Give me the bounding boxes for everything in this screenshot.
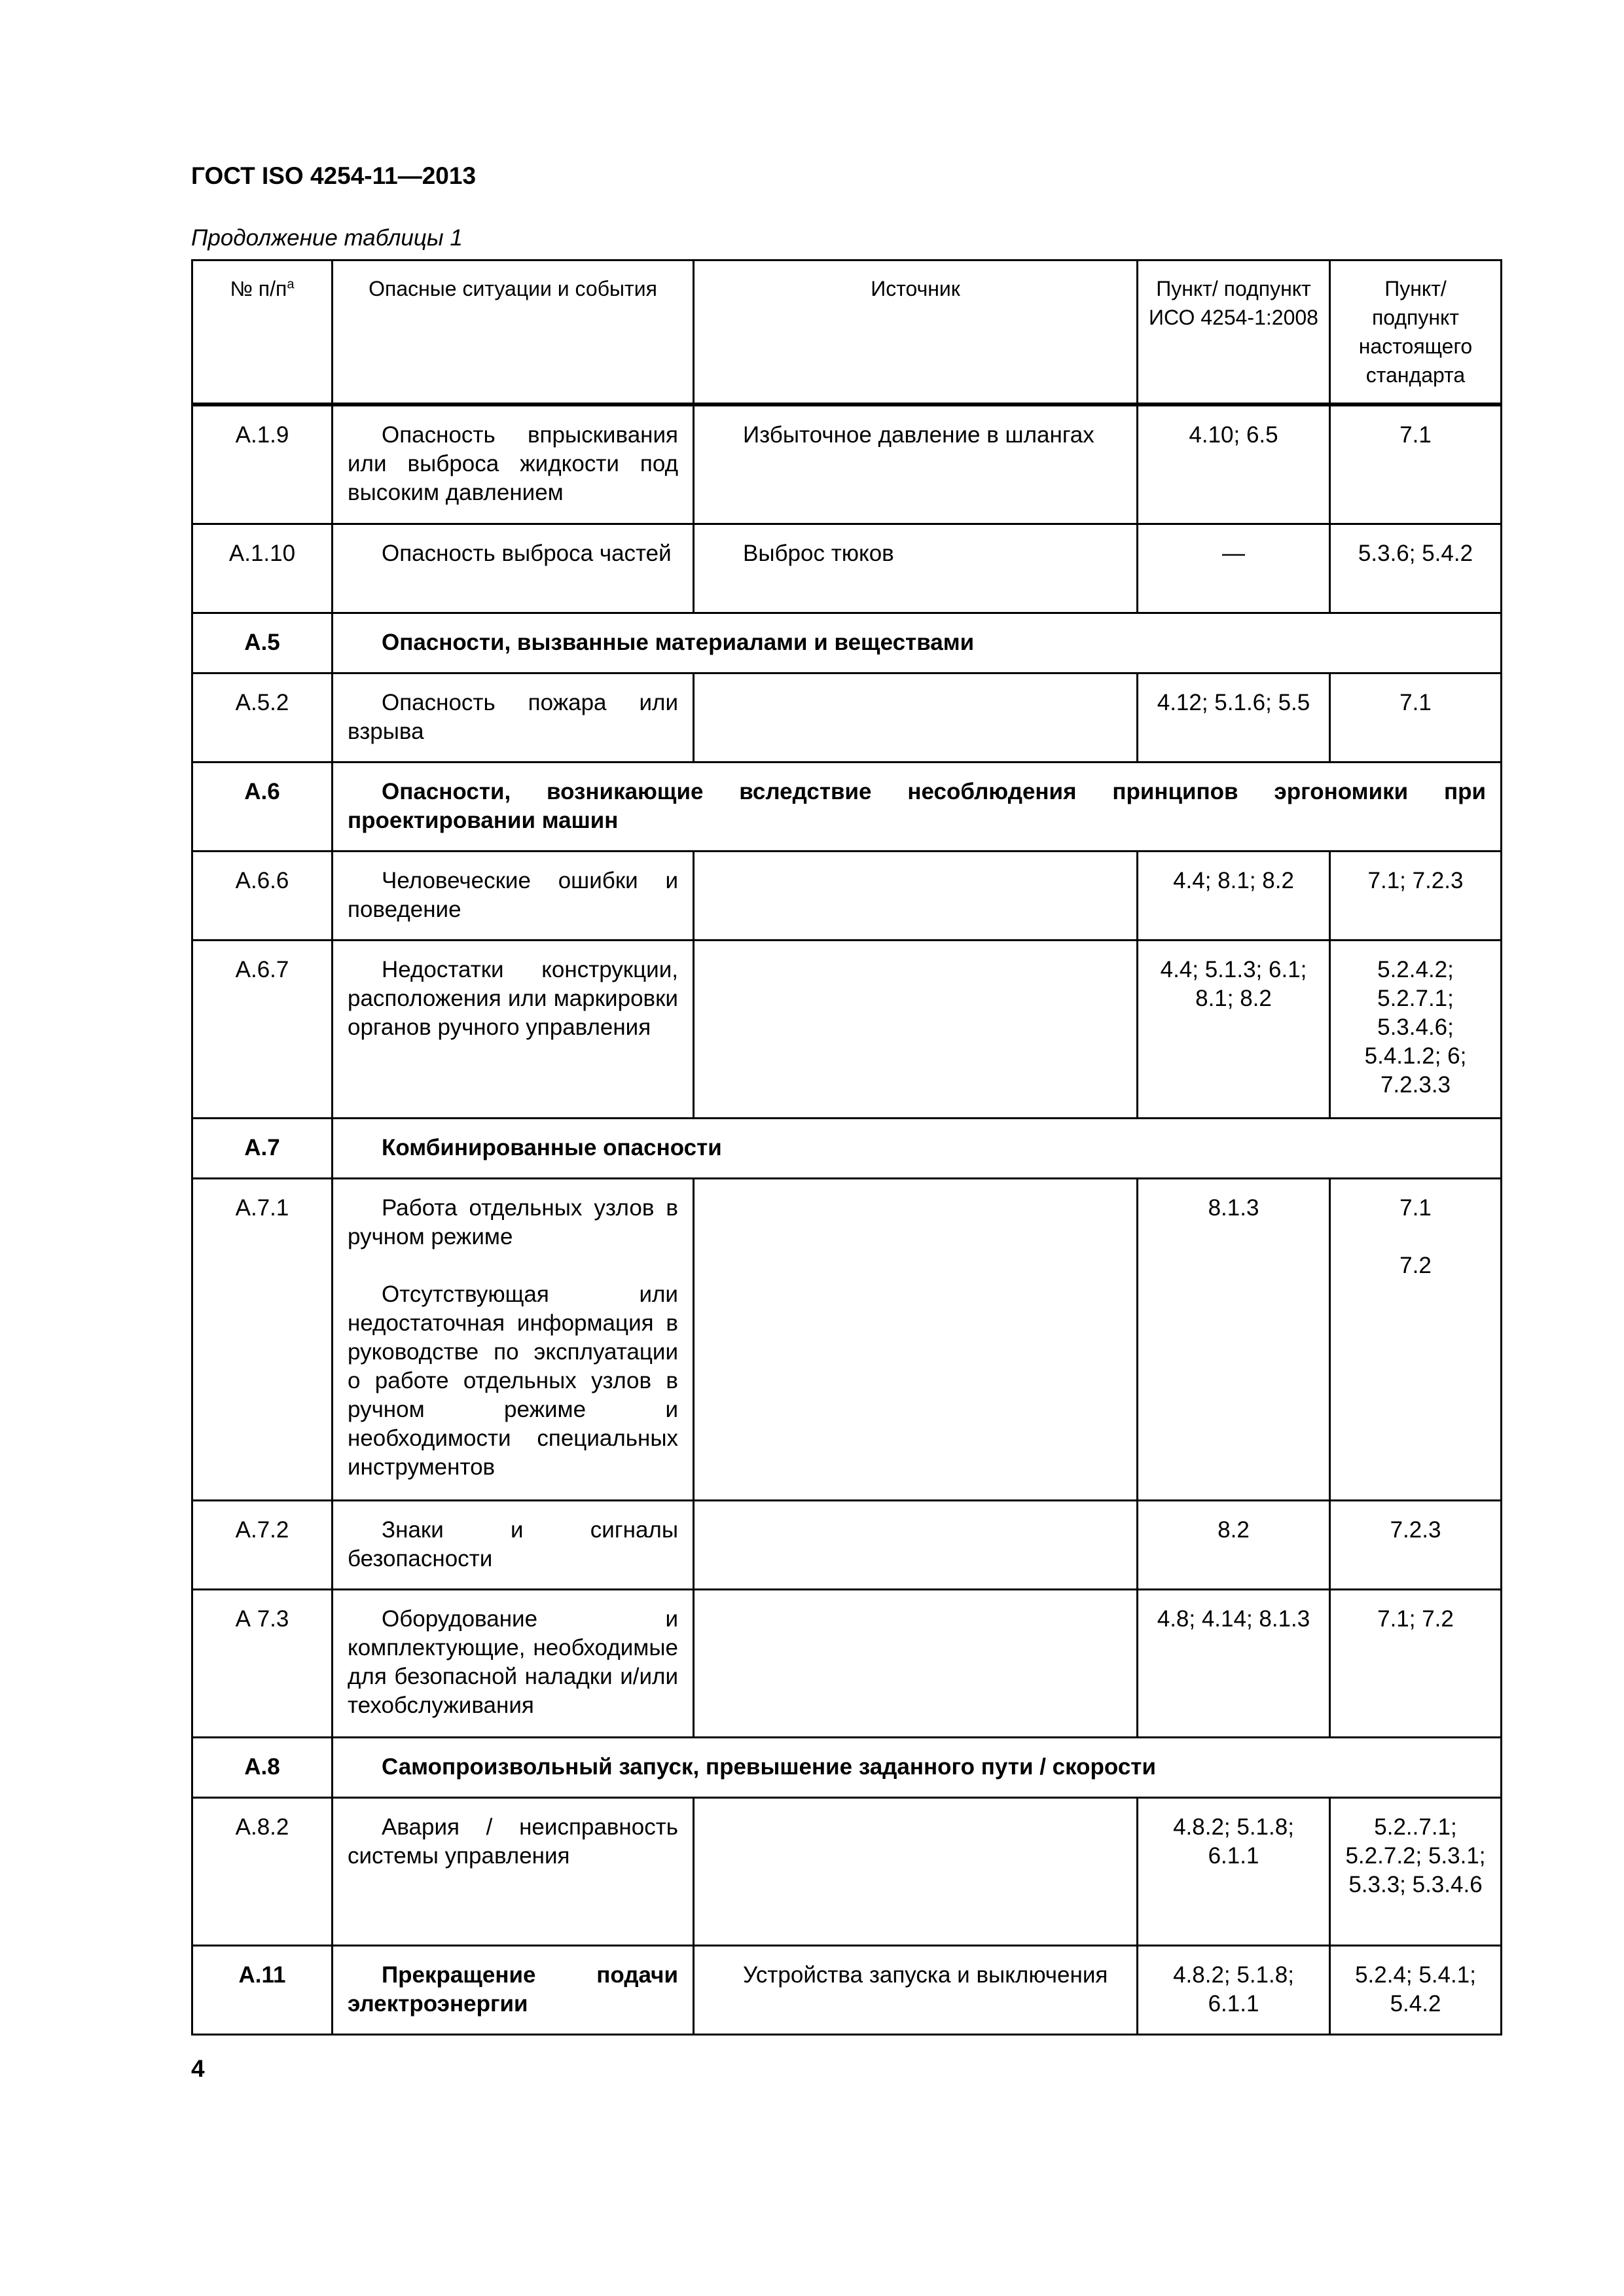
row-number: А.6.7 xyxy=(192,940,333,1118)
row-std-point: 5.2.4.2; 5.2.7.1; 5.3.4.6; 5.4.1.2; 6; 7.2.3.3 xyxy=(1330,940,1502,1118)
group-number: А.7 xyxy=(192,1118,333,1178)
row-number: А.7.2 xyxy=(192,1500,333,1589)
row-source: Избыточное давление в шлангах xyxy=(694,404,1138,524)
table-row xyxy=(192,1589,1502,1737)
row-source xyxy=(694,940,1138,1118)
group-number: А.5 xyxy=(192,613,333,673)
row-std-point: 5.2.4; 5.4.1; 5.4.2 xyxy=(1330,1945,1502,2034)
row-situation: Оборудование и комплектующие, необходимые для безопасной наладки и/или техобслуживания xyxy=(333,1589,694,1737)
row-source: Выброс тюков xyxy=(694,524,1138,613)
row-situation: Опасность выброса частей xyxy=(333,524,694,613)
group-row xyxy=(192,1118,1502,1178)
row-situation: Недостатки конструкции, расположения или маркировки органов ручного управления xyxy=(333,940,694,1118)
group-row xyxy=(192,1737,1502,1797)
row-iso-point: 4.8.2; 5.1.8; 6.1.1 xyxy=(1138,1797,1330,1945)
row-number: А.11 xyxy=(192,1945,333,2034)
col-header-situations: Опасные ситуации и события xyxy=(333,260,694,405)
row-iso-point: 4.4; 8.1; 8.2 xyxy=(1138,851,1330,940)
std-point-value: 7.2 xyxy=(1399,1252,1432,1278)
table-row xyxy=(192,1945,1502,2034)
group-title: Опасности, возникающие вследствие несоблюдения принципов эргономики при проектировании машин xyxy=(333,762,1502,851)
row-iso-point: 8.1.3 xyxy=(1138,1178,1330,1500)
row-number: А.8.2 xyxy=(192,1797,333,1945)
table-row xyxy=(192,940,1502,1118)
group-title: Комбинированные опасности xyxy=(333,1118,1502,1178)
row-source xyxy=(694,1589,1138,1737)
group-row xyxy=(192,613,1502,673)
row-situation: Опасность впрыскивания или выброса жидкости под высоким давлением xyxy=(333,404,694,524)
row-std-point: 7.2.3 xyxy=(1330,1500,1502,1589)
table-caption: Продолжение таблицы 1 xyxy=(191,225,463,251)
row-iso-point: 4.8; 4.14; 8.1.3 xyxy=(1138,1589,1330,1737)
row-std-point: 5.2..7.1; 5.2.7.2; 5.3.1; 5.3.3; 5.3.4.6 xyxy=(1330,1797,1502,1945)
row-number: А.7.1 xyxy=(192,1178,333,1500)
row-number: А.5.2 xyxy=(192,673,333,762)
row-situation: Прекращение подачи электроэнергии xyxy=(333,1945,694,2034)
table-row xyxy=(192,851,1502,940)
col-header-std-point: Пункт/ подпункт настоящего стандарта xyxy=(1330,260,1502,405)
row-number: А 7.3 xyxy=(192,1589,333,1737)
row-source xyxy=(694,1178,1138,1500)
group-title: Опасности, вызванные материалами и веществами xyxy=(333,613,1502,673)
row-number: А.1.9 xyxy=(192,404,333,524)
col-header-num: № $п/п^а$ xyxy=(192,260,333,405)
table-row xyxy=(192,524,1502,613)
table-header-row xyxy=(192,260,1502,405)
group-number: А.8 xyxy=(192,1737,333,1797)
group-number: А.6 xyxy=(192,762,333,851)
group-title: Самопроизвольный запуск, превышение заданного пути / скорости xyxy=(333,1737,1502,1797)
row-std-point: 5.3.6; 5.4.2 xyxy=(1330,524,1502,613)
row-situation: Знаки и сигналы безопасности xyxy=(333,1500,694,1589)
row-iso-point: 4.4; 5.1.3; 6.1; 8.1; 8.2 xyxy=(1138,940,1330,1118)
row-source xyxy=(694,851,1138,940)
document-title: ГОСТ ISO 4254-11—2013 xyxy=(191,162,477,189)
hazards-table xyxy=(191,259,1502,2036)
row-source xyxy=(694,673,1138,762)
table-row xyxy=(192,404,1502,524)
row-std-point: 7.1 xyxy=(1330,673,1502,762)
page-number: 4 xyxy=(191,2055,205,2082)
row-iso-point: 4.12; 5.1.6; 5.5 xyxy=(1138,673,1330,762)
col-header-iso-point: Пункт/ подпункт ИСО 4254-1:2008 xyxy=(1138,260,1330,405)
situation-paragraph: Отсутствующая или недостаточная информация в руководстве по эксплуатации о работе отдельных узлов в ручном режиме и необходимости специальных инструментов xyxy=(348,1281,678,1480)
table-row xyxy=(192,1797,1502,1945)
row-number: А.6.6 xyxy=(192,851,333,940)
row-situation xyxy=(333,1178,694,1500)
row-iso-point: 8.2 xyxy=(1138,1500,1330,1589)
row-iso-point: 4.8.2; 5.1.8; 6.1.1 xyxy=(1138,1945,1330,2034)
footnote-mark: а xyxy=(287,277,295,292)
row-situation: Человеческие ошибки и поведение xyxy=(333,851,694,940)
row-iso-point: — xyxy=(1138,524,1330,613)
row-source: Устройства запуска и выключения xyxy=(694,1945,1138,2034)
table-row xyxy=(192,1500,1502,1589)
row-source xyxy=(694,1500,1138,1589)
col-header-source: Источник xyxy=(694,260,1138,405)
row-situation: Опасность пожара или взрыва xyxy=(333,673,694,762)
std-point-value: 7.1 xyxy=(1399,1194,1432,1221)
row-std-point: 7.1 xyxy=(1330,404,1502,524)
row-std-point: 7.1; 7.2.3 xyxy=(1330,851,1502,940)
row-source xyxy=(694,1797,1138,1945)
row-number: А.1.10 xyxy=(192,524,333,613)
table-row xyxy=(192,673,1502,762)
row-iso-point: 4.10; 6.5 xyxy=(1138,404,1330,524)
table-row xyxy=(192,1178,1502,1500)
group-row xyxy=(192,762,1502,851)
row-situation: Авария / неисправность системы управления xyxy=(333,1797,694,1945)
row-std-point xyxy=(1330,1178,1502,1500)
situation-paragraph: Работа отдельных узлов в ручном режиме xyxy=(348,1194,678,1249)
row-std-point: 7.1; 7.2 xyxy=(1330,1589,1502,1737)
